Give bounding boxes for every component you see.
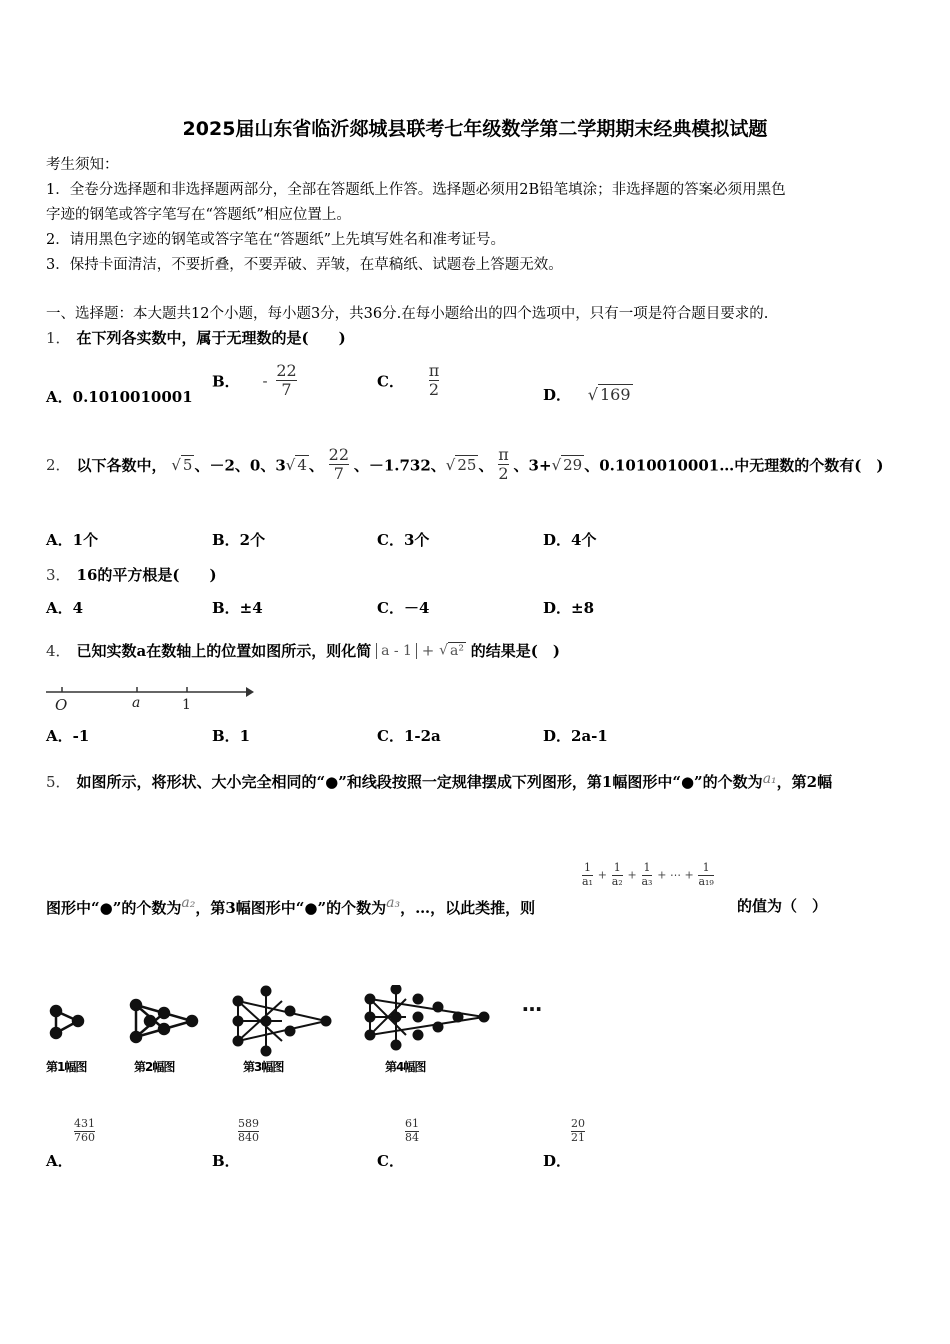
question-text: ，第3幅图形中“●”的个数为 bbox=[195, 899, 387, 917]
question-text: ，第2幅 bbox=[776, 773, 833, 791]
question-text: 、3+ bbox=[513, 456, 552, 475]
question-text: 、 bbox=[308, 456, 324, 475]
question-text: 、0.1010010001…中无理数的个数有( ) bbox=[584, 456, 884, 475]
question-text: 16的平方根是( ) bbox=[76, 566, 217, 584]
square-root: √ 4 bbox=[285, 455, 307, 474]
q2-option-b[interactable]: B．2个 bbox=[212, 531, 266, 549]
option-label: A． bbox=[46, 388, 73, 406]
question-text: 图形中“●”的个数为 bbox=[46, 899, 182, 917]
question-text: 的结果是( ) bbox=[470, 642, 560, 660]
question-text: 的值为（ ） bbox=[737, 897, 828, 915]
question-5-line-1 bbox=[46, 771, 832, 792]
denominator: 21 bbox=[571, 1130, 585, 1144]
option-label: A． bbox=[46, 1152, 73, 1170]
option-label: D． bbox=[543, 1152, 572, 1170]
absolute-value: a - 1 bbox=[376, 643, 417, 659]
q2-option-a[interactable]: A．1个 bbox=[46, 531, 99, 549]
term-a2: a₂ bbox=[181, 895, 196, 911]
question-text: 、－1.732、 bbox=[353, 456, 446, 475]
denominator: 760 bbox=[74, 1130, 95, 1144]
radicand: 169 bbox=[600, 385, 631, 404]
numerator: 431 bbox=[74, 1117, 95, 1130]
option-label: B． bbox=[212, 1152, 240, 1170]
figure-3-label: 第3幅图 bbox=[243, 1060, 284, 1074]
notice-line-2: 2．请用黑色字迹的钢笔或答字笔在“答题纸”上先填写姓名和准考证号。 bbox=[46, 232, 506, 248]
plus-sign: + bbox=[421, 641, 435, 660]
numerator: 1 bbox=[643, 861, 651, 874]
denominator: a₃ bbox=[641, 874, 653, 888]
question-text: 如图所示，将形状、大小完全相同的“●”和线段按照一定规律摆成下列图形，第1幅图形中“●”的个数为 bbox=[76, 773, 763, 791]
question-5-end bbox=[737, 895, 827, 916]
question-text: ，…，以此类推，则 bbox=[400, 899, 536, 917]
question-number: 1． bbox=[46, 329, 71, 347]
question-3 bbox=[46, 564, 217, 585]
fraction bbox=[429, 362, 440, 400]
option-label: D． bbox=[543, 386, 572, 404]
figure-1-label: 第1幅图 bbox=[46, 1060, 87, 1074]
numerator: 1 bbox=[702, 861, 710, 874]
axis-label-1: 1 bbox=[182, 697, 191, 713]
q3-option-c[interactable]: C．－4 bbox=[377, 599, 430, 617]
denominator: a₁ bbox=[582, 874, 593, 888]
numerator: 589 bbox=[238, 1117, 259, 1130]
option-value: 0.1010010001 bbox=[72, 388, 193, 406]
option-label: C． bbox=[377, 1152, 404, 1170]
question-1 bbox=[46, 327, 346, 348]
minus-sign: - bbox=[262, 371, 268, 390]
number-line bbox=[40, 680, 260, 716]
question-number: 5． bbox=[46, 773, 71, 791]
denominator: 7 bbox=[333, 464, 344, 484]
notice-line-3: 3．保持卡面清洁，不要折叠，不要弄破、弄皱，在草稿纸、试题卷上答题无效。 bbox=[46, 257, 563, 273]
ellipsis: + ⋯ + bbox=[657, 868, 694, 882]
notice-line-1a: 1．全卷分选择题和非选择题两部分，全部在答题纸上作答。选择题必须用2B铅笔填涂；非选择题的答案必须用黑色 bbox=[46, 182, 786, 198]
q1-option-a[interactable] bbox=[46, 386, 193, 407]
square-root: √ 25 bbox=[445, 455, 477, 474]
square-root: √ 5 bbox=[171, 455, 193, 474]
option-label: C． bbox=[377, 372, 404, 391]
figure-2-label: 第2幅图 bbox=[134, 1060, 175, 1074]
pattern-figures bbox=[40, 985, 560, 1085]
sum-expression bbox=[582, 862, 714, 888]
q4-option-b[interactable]: B．1 bbox=[212, 727, 251, 745]
page-title: 2025届山东省临沂郯城县联考七年级数学第二学期期末经典模拟试题 bbox=[182, 118, 768, 140]
denominator: a₁₉ bbox=[698, 874, 714, 888]
numerator: 22 bbox=[276, 361, 297, 380]
q4-option-a[interactable]: A．-1 bbox=[46, 727, 90, 745]
notice-line-1b: 字迹的钢笔或答字笔写在“答题纸”相应位置上。 bbox=[46, 207, 351, 223]
q1-option-c[interactable] bbox=[377, 362, 439, 400]
radicand: 25 bbox=[457, 455, 477, 474]
fraction bbox=[276, 362, 296, 400]
radicand: 4 bbox=[297, 455, 307, 474]
question-number: 2． bbox=[46, 456, 71, 475]
fraction bbox=[498, 446, 509, 484]
figure-1 bbox=[51, 1006, 83, 1038]
plus-sign: + bbox=[597, 868, 607, 882]
radicand: 29 bbox=[563, 455, 583, 474]
q4-option-c[interactable]: C．1-2a bbox=[377, 727, 441, 745]
fraction bbox=[238, 1118, 259, 1144]
figure-4 bbox=[366, 985, 489, 1050]
axis-label-a: a bbox=[132, 695, 141, 711]
plus-sign: + bbox=[627, 868, 637, 882]
question-4 bbox=[46, 640, 560, 661]
axis-label-o: O bbox=[55, 696, 68, 714]
option-label: B． bbox=[212, 372, 240, 391]
term-a3: a₃ bbox=[386, 895, 401, 911]
section-heading: 一、选择题：本大题共12个小题，每小题3分，共36分.在每小题给出的四个选项中，只有一项是符合题目要求的. bbox=[46, 306, 769, 322]
more-ellipsis: … bbox=[522, 992, 542, 1016]
numerator: 20 bbox=[571, 1117, 585, 1130]
denominator: 840 bbox=[238, 1130, 259, 1144]
question-number: 4． bbox=[46, 642, 71, 660]
arrow-icon bbox=[246, 687, 254, 697]
fraction bbox=[698, 862, 713, 888]
radicand: a² bbox=[450, 642, 464, 659]
numerator: π bbox=[428, 361, 440, 380]
numerator: π bbox=[498, 445, 509, 464]
denominator: 84 bbox=[405, 1130, 419, 1144]
question-text: 已知实数a在数轴上的位置如图所示，则化简 bbox=[76, 642, 372, 660]
radicand: 5 bbox=[182, 455, 193, 474]
numerator: 1 bbox=[613, 861, 621, 874]
numerator: 61 bbox=[405, 1117, 419, 1130]
square-root: √ 29 bbox=[551, 455, 583, 474]
fraction bbox=[642, 862, 653, 888]
q1-option-d[interactable] bbox=[543, 384, 633, 405]
denominator: 2 bbox=[428, 380, 440, 400]
question-number: 3． bbox=[46, 566, 71, 584]
q1-option-b[interactable] bbox=[212, 362, 297, 400]
square-root: √ a² bbox=[439, 642, 464, 659]
figure-4-label: 第4幅图 bbox=[385, 1060, 426, 1074]
figure-2 bbox=[131, 1000, 197, 1042]
fraction bbox=[74, 1118, 95, 1144]
question-text: 、 bbox=[478, 456, 494, 475]
q4-option-d[interactable]: D．2a-1 bbox=[543, 727, 608, 745]
question-text: 、－2、0、3 bbox=[194, 456, 286, 475]
term-a1: a₁ bbox=[762, 771, 777, 787]
denominator: 7 bbox=[281, 380, 292, 400]
fraction bbox=[571, 1118, 585, 1144]
fraction bbox=[405, 1118, 419, 1144]
numerator: 1 bbox=[583, 861, 591, 874]
denominator: 2 bbox=[498, 464, 509, 484]
notice-heading: 考生须知： bbox=[46, 157, 119, 173]
q2-option-d[interactable]: D．4个 bbox=[543, 531, 597, 549]
q2-option-c[interactable]: C．3个 bbox=[377, 531, 430, 549]
denominator: a₂ bbox=[611, 874, 623, 888]
q3-option-b[interactable]: B．±4 bbox=[212, 599, 263, 617]
q3-option-a[interactable]: A．4 bbox=[46, 599, 84, 617]
fraction bbox=[329, 446, 349, 484]
square-root: √ 169 bbox=[587, 385, 631, 404]
figure-3 bbox=[234, 987, 331, 1056]
question-text: 以下各数中， bbox=[76, 456, 167, 475]
q3-option-d[interactable]: D．±8 bbox=[543, 599, 595, 617]
fraction bbox=[582, 862, 593, 888]
numerator: 22 bbox=[328, 445, 350, 464]
question-2 bbox=[46, 446, 883, 484]
fraction bbox=[612, 862, 623, 888]
question-text: 在下列各实数中，属于无理数的是( ) bbox=[76, 329, 346, 347]
question-5-line-2 bbox=[46, 895, 535, 918]
